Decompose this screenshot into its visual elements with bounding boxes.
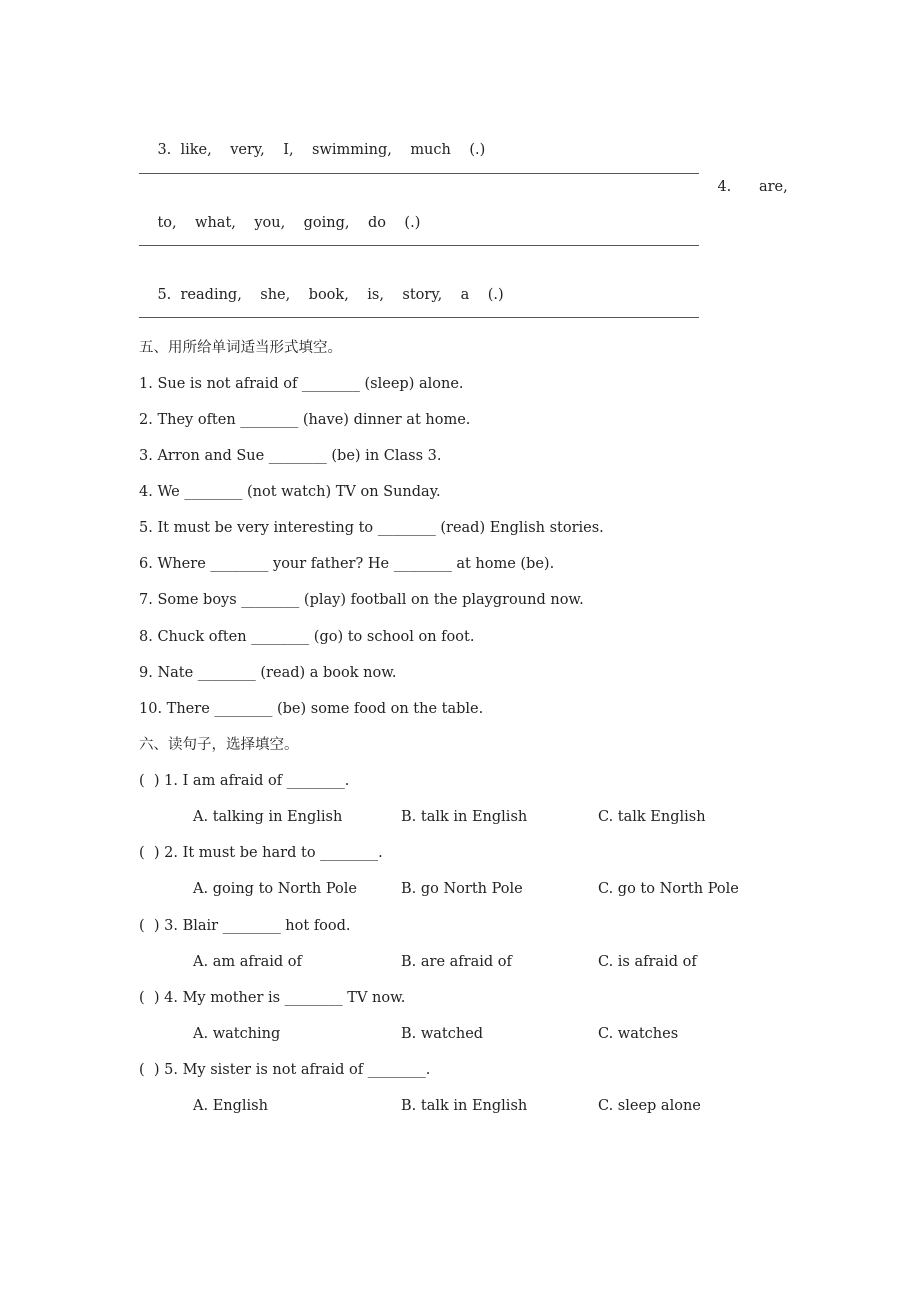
part6-heading: 六、读句子，选择填空。 xyxy=(139,737,299,753)
q4-word: do xyxy=(367,215,386,231)
q4-word: (.) xyxy=(404,215,421,231)
option-b: B. go North Pole xyxy=(401,881,523,897)
part5-item: 2. They often ________ (have) dinner at home. xyxy=(139,412,471,428)
part6-question-stem: ( ) 5. My sister is not afraid of ________. xyxy=(139,1062,431,1078)
option-c: C. go to North Pole xyxy=(598,881,739,897)
q3-word: much xyxy=(410,142,451,158)
part5-item: 1. Sue is not afraid of ________ (sleep) alone. xyxy=(139,376,464,392)
q5-word: story, xyxy=(402,287,443,303)
q5-word: is, xyxy=(367,287,384,303)
q5-word: (.) xyxy=(487,287,504,303)
option-b: B. talk in English xyxy=(401,1098,528,1114)
option-c: C. talk English xyxy=(598,809,706,825)
q3-word: like, xyxy=(180,142,212,158)
part6-question-stem: ( ) 4. My mother is ________ TV now. xyxy=(139,990,406,1006)
q3-number: 3. xyxy=(157,142,172,158)
option-a: A. talking in English xyxy=(193,809,343,825)
q5-number: 5. xyxy=(157,287,172,303)
q3-word: very, xyxy=(230,142,265,158)
q5-word: book, xyxy=(308,287,349,303)
q3-word-line xyxy=(139,120,485,180)
q4-word: going, xyxy=(303,215,350,231)
part6-question-stem: ( ) 1. I am afraid of ________. xyxy=(139,773,350,789)
part5-item: 5. It must be very interesting to ________ (read) English stories. xyxy=(139,520,604,536)
option-c: C. is afraid of xyxy=(598,954,697,970)
option-b: B. talk in English xyxy=(401,809,528,825)
q5-word: she, xyxy=(260,287,291,303)
option-b: B. watched xyxy=(401,1026,484,1042)
part5-item: 4. We ________ (not watch) TV on Sunday. xyxy=(139,484,441,500)
q5-word-line xyxy=(139,265,504,325)
option-c: C. sleep alone xyxy=(598,1098,701,1114)
option-a: A. English xyxy=(193,1098,268,1114)
q4-word: you, xyxy=(254,215,286,231)
q3-word: I, xyxy=(283,142,294,158)
q4-word: to, xyxy=(157,215,177,231)
option-a: A. watching xyxy=(193,1026,281,1042)
option-b: B. are afraid of xyxy=(401,954,512,970)
q4-word: are, xyxy=(758,179,788,195)
option-a: A. going to North Pole xyxy=(193,881,357,897)
option-a: A. am afraid of xyxy=(193,954,302,970)
part5-item: 7. Some boys ________ (play) football on the playground now. xyxy=(139,592,584,608)
option-c: C. watches xyxy=(598,1026,679,1042)
q5-answer-line[interactable] xyxy=(139,317,699,318)
part6-question-stem: ( ) 3. Blair ________ hot food. xyxy=(139,918,351,934)
q4-word: what, xyxy=(195,215,236,231)
q3-word: swimming, xyxy=(312,142,392,158)
q5-word: a xyxy=(460,287,470,303)
q4-word-line xyxy=(139,193,420,253)
q4-number: 4. xyxy=(717,179,732,195)
part5-item: 8. Chuck often ________ (go) to school on foot. xyxy=(139,629,475,645)
q3-answer-line[interactable] xyxy=(139,173,699,174)
part5-item: 10. There ________ (be) some food on the table. xyxy=(139,701,484,717)
part5-heading: 五、用所给单词适当形式填空。 xyxy=(139,340,342,356)
q4-answer-line[interactable] xyxy=(139,245,699,246)
part5-item: 3. Arron and Sue ________ (be) in Class 3. xyxy=(139,448,442,464)
q3-word: (.) xyxy=(469,142,486,158)
q5-word: reading, xyxy=(180,287,242,303)
part5-item: 9. Nate ________ (read) a book now. xyxy=(139,665,397,681)
part5-item: 6. Where ________ your father? He ________ at home (be). xyxy=(139,556,555,572)
q4-number-line xyxy=(699,157,788,217)
part6-question-stem: ( ) 2. It must be hard to ________. xyxy=(139,845,383,861)
